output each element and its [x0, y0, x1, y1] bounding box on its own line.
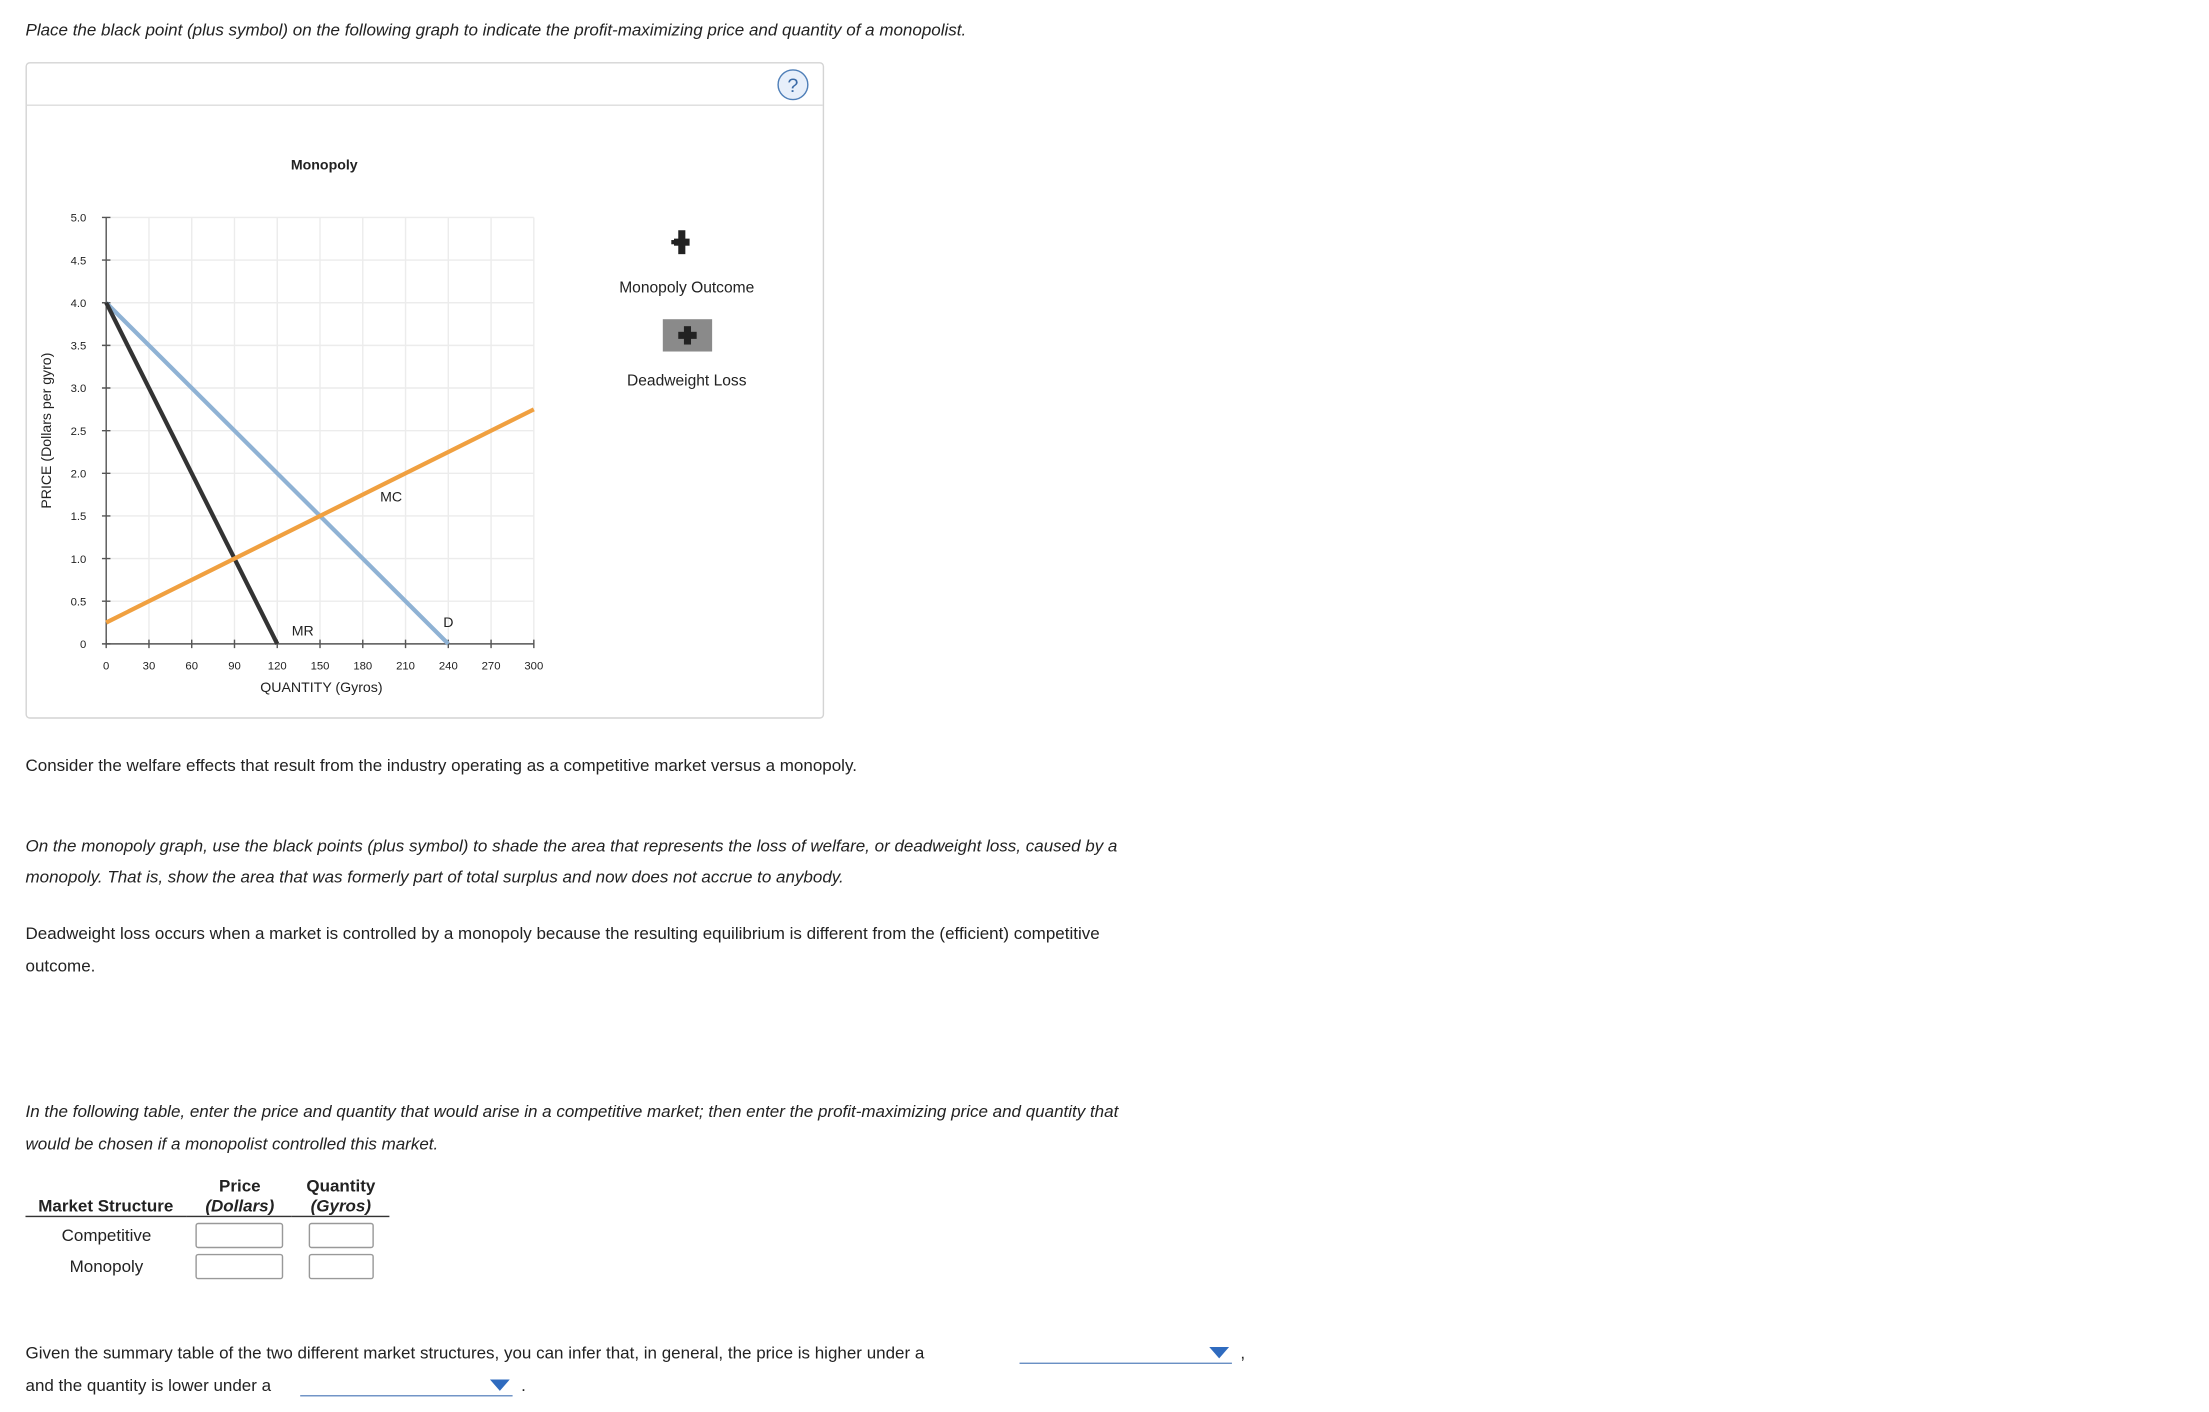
shade-instruction-line1: On the monopoly graph, use the black points (plus symbol) to shade the area that represents the loss of welfare, or deadweight loss, caused by a [25, 835, 1118, 856]
monopoly-outcome-plus-icon[interactable] [671, 230, 702, 261]
quantity-lower-dropdown[interactable] [300, 1375, 512, 1396]
chevron-down-icon [490, 1380, 510, 1391]
price-header: Price [219, 1176, 261, 1196]
monopoly-outcome-label[interactable]: Monopoly Outcome [619, 279, 755, 297]
x-tick-label: 90 [228, 660, 241, 673]
chevron-down-icon [1209, 1347, 1229, 1358]
series-label-mc: MC [380, 488, 403, 505]
monopoly-price-input[interactable] [196, 1254, 284, 1279]
row-label-monopoly: Monopoly [69, 1256, 144, 1277]
x-tick-label: 180 [353, 660, 373, 673]
chart-title: Monopoly [290, 156, 358, 173]
summary-table [25, 1176, 389, 1279]
competitive-quantity-input[interactable] [308, 1223, 373, 1248]
summary-text-line2: and the quantity is lower under a [25, 1375, 272, 1396]
y-tick-label: 4.5 [70, 255, 87, 268]
y-tick-label: 0.5 [70, 596, 87, 609]
table-row-competitive [25, 1216, 389, 1248]
y-tick-label: 5.0 [70, 212, 87, 225]
summary-text-line1: Given the summary table of the two different market structures, you can infer that, in general, the price is higher under a [25, 1342, 925, 1363]
y-tick-label: 3.5 [70, 340, 87, 353]
price-unit-header: (Dollars) [187, 1196, 292, 1216]
monopoly-quantity-cell [292, 1248, 389, 1279]
instruction-place-point: Place the black point (plus symbol) on the following graph to indicate the profit-maximizing price and quantity of a monopolist. [25, 19, 967, 40]
competitive-quantity-cell [292, 1216, 389, 1248]
table-instruction-line1: In the following table, enter the price and quantity that would arise in a competitive market; then enter the profit-maximizing price and quantity that [25, 1101, 1119, 1122]
quantity-header: Quantity [306, 1176, 376, 1196]
summary-period: . [521, 1375, 526, 1396]
y-tick-label: 0 [80, 639, 87, 652]
graph-panel [25, 62, 824, 719]
x-tick-label: 30 [142, 660, 156, 673]
monopoly-chart[interactable] [27, 64, 823, 718]
competitive-price-cell [187, 1216, 292, 1248]
dwl-text-line2: outcome. [25, 955, 96, 976]
x-tick-label: 300 [524, 660, 544, 673]
y-tick-label: 3.0 [70, 383, 87, 396]
series-label-d: D [443, 613, 454, 630]
series-label-mr: MR [291, 622, 314, 639]
y-tick-label: 2.0 [70, 468, 87, 481]
competitive-price-input[interactable] [196, 1223, 284, 1248]
y-tick-label: 2.5 [70, 425, 87, 438]
x-tick-label: 270 [481, 660, 501, 673]
market-structure-header: Market Structure [25, 1196, 187, 1216]
y-tick-label: 4.0 [70, 297, 87, 310]
table-instruction-line2: would be chosen if a monopolist controlled this market. [25, 1133, 439, 1154]
y-tick-label: 1.0 [70, 553, 87, 566]
shade-instruction-line2: monopoly. That is, show the area that was formerly part of total surplus and now does not accrue to anybody. [25, 866, 844, 887]
consider-text: Consider the welfare effects that result from the industry operating as a competitive market versus a monopoly. [25, 755, 857, 776]
deadweight-loss-label[interactable]: Deadweight Loss [627, 372, 747, 390]
deadweight-loss-plus-icon[interactable] [663, 319, 713, 351]
help-icon[interactable]: ? [777, 69, 808, 100]
x-tick-label: 120 [267, 660, 287, 673]
row-label-competitive: Competitive [61, 1225, 152, 1246]
x-axis-label: QUANTITY (Gyros) [260, 678, 383, 695]
x-tick-label: 240 [438, 660, 458, 673]
summary-comma: , [1240, 1342, 1246, 1363]
table-row-monopoly [25, 1248, 389, 1279]
y-axis-label: PRICE (Dollars per gyro) [37, 352, 54, 509]
monopoly-price-cell [187, 1248, 292, 1279]
x-tick-label: 60 [185, 660, 199, 673]
x-tick-label: 210 [396, 660, 415, 673]
x-tick-label: 150 [310, 660, 330, 673]
y-tick-label: 1.5 [70, 511, 87, 524]
quantity-unit-header: (Gyros) [292, 1196, 389, 1216]
monopoly-quantity-input[interactable] [308, 1254, 373, 1279]
x-tick-label: 0 [103, 660, 110, 673]
price-higher-dropdown[interactable] [1020, 1343, 1232, 1364]
empty-header [25, 1176, 187, 1196]
dwl-text-line1: Deadweight loss occurs when a market is controlled by a monopoly because the resulting equilibrium is different from the (efficient) competitive [25, 923, 1100, 944]
